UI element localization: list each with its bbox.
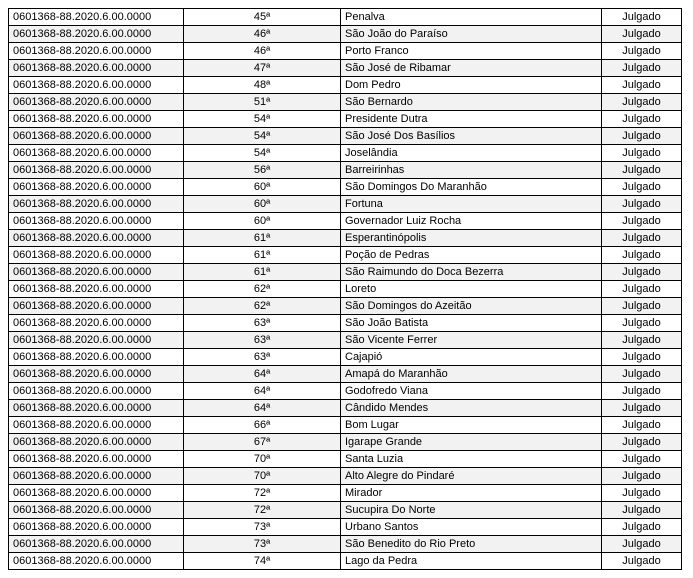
process-number-cell: 0601368-88.2020.6.00.0000 (9, 43, 184, 60)
process-number-cell: 0601368-88.2020.6.00.0000 (9, 417, 184, 434)
status-cell: Julgado (602, 94, 682, 111)
table-row (9, 145, 682, 162)
table-row (9, 230, 682, 247)
table-row (9, 451, 682, 468)
table-row (9, 468, 682, 485)
status-cell: Julgado (602, 128, 682, 145)
electoral-zone-cell: 61ª (184, 230, 341, 247)
status-cell: Julgado (602, 366, 682, 383)
process-number-cell: 0601368-88.2020.6.00.0000 (9, 298, 184, 315)
electoral-zone-cell: 46ª (184, 26, 341, 43)
table-row (9, 264, 682, 281)
electoral-zone-cell: 61ª (184, 264, 341, 281)
status-cell: Julgado (602, 485, 682, 502)
process-number-cell: 0601368-88.2020.6.00.0000 (9, 553, 184, 570)
status-cell: Julgado (602, 230, 682, 247)
table-row (9, 434, 682, 451)
status-cell: Julgado (602, 9, 682, 26)
process-number-cell: 0601368-88.2020.6.00.0000 (9, 536, 184, 553)
municipality-cell: São Benedito do Rio Preto (341, 536, 602, 553)
process-number-cell: 0601368-88.2020.6.00.0000 (9, 332, 184, 349)
status-cell: Julgado (602, 179, 682, 196)
table-row (9, 553, 682, 570)
table-row (9, 179, 682, 196)
process-number-cell: 0601368-88.2020.6.00.0000 (9, 145, 184, 162)
table-row (9, 332, 682, 349)
electoral-zone-cell: 64ª (184, 366, 341, 383)
process-number-cell: 0601368-88.2020.6.00.0000 (9, 77, 184, 94)
municipality-cell: São Raimundo do Doca Bezerra (341, 264, 602, 281)
electoral-zone-cell: 54ª (184, 128, 341, 145)
electoral-zone-cell: 72ª (184, 502, 341, 519)
electoral-zone-cell: 56ª (184, 162, 341, 179)
municipality-cell: Urbano Santos (341, 519, 602, 536)
status-cell: Julgado (602, 213, 682, 230)
process-number-cell: 0601368-88.2020.6.00.0000 (9, 128, 184, 145)
municipality-cell: São Domingos do Azeitão (341, 298, 602, 315)
process-number-cell: 0601368-88.2020.6.00.0000 (9, 485, 184, 502)
process-table-body (9, 9, 682, 570)
electoral-zone-cell: 70ª (184, 451, 341, 468)
municipality-cell: Bom Lugar (341, 417, 602, 434)
municipality-cell: São João Batista (341, 315, 602, 332)
municipality-cell: Alto Alegre do Pindaré (341, 468, 602, 485)
status-cell: Julgado (602, 264, 682, 281)
table-row (9, 213, 682, 230)
process-number-cell: 0601368-88.2020.6.00.0000 (9, 383, 184, 400)
table-row (9, 94, 682, 111)
process-number-cell: 0601368-88.2020.6.00.0000 (9, 162, 184, 179)
electoral-zone-cell: 64ª (184, 383, 341, 400)
process-number-cell: 0601368-88.2020.6.00.0000 (9, 349, 184, 366)
status-cell: Julgado (602, 434, 682, 451)
electoral-zone-cell: 67ª (184, 434, 341, 451)
status-cell: Julgado (602, 315, 682, 332)
municipality-cell: Godofredo Viana (341, 383, 602, 400)
table-row (9, 485, 682, 502)
table-row (9, 111, 682, 128)
table-row (9, 366, 682, 383)
electoral-zone-cell: 64ª (184, 400, 341, 417)
process-number-cell: 0601368-88.2020.6.00.0000 (9, 247, 184, 264)
electoral-zone-cell: 45ª (184, 9, 341, 26)
table-row (9, 519, 682, 536)
table-row (9, 383, 682, 400)
electoral-zone-cell: 72ª (184, 485, 341, 502)
table-row (9, 9, 682, 26)
electoral-zone-cell: 63ª (184, 315, 341, 332)
table-row (9, 26, 682, 43)
municipality-cell: São João do Paraíso (341, 26, 602, 43)
status-cell: Julgado (602, 468, 682, 485)
table-row (9, 128, 682, 145)
electoral-zone-cell: 46ª (184, 43, 341, 60)
table-row (9, 60, 682, 77)
status-cell: Julgado (602, 26, 682, 43)
status-cell: Julgado (602, 60, 682, 77)
process-number-cell: 0601368-88.2020.6.00.0000 (9, 502, 184, 519)
process-number-cell: 0601368-88.2020.6.00.0000 (9, 400, 184, 417)
process-number-cell: 0601368-88.2020.6.00.0000 (9, 196, 184, 213)
electoral-zone-cell: 60ª (184, 196, 341, 213)
municipality-cell: Dom Pedro (341, 77, 602, 94)
municipality-cell: São Domingos Do Maranhão (341, 179, 602, 196)
municipality-cell: Penalva (341, 9, 602, 26)
process-number-cell: 0601368-88.2020.6.00.0000 (9, 519, 184, 536)
status-cell: Julgado (602, 298, 682, 315)
electoral-zone-cell: 51ª (184, 94, 341, 111)
process-number-cell: 0601368-88.2020.6.00.0000 (9, 60, 184, 77)
municipality-cell: Sucupira Do Norte (341, 502, 602, 519)
process-number-cell: 0601368-88.2020.6.00.0000 (9, 281, 184, 298)
table-row (9, 349, 682, 366)
electoral-zone-cell: 61ª (184, 247, 341, 264)
electoral-zone-cell: 70ª (184, 468, 341, 485)
table-row (9, 281, 682, 298)
electoral-zone-cell: 63ª (184, 349, 341, 366)
electoral-zone-cell: 54ª (184, 111, 341, 128)
municipality-cell: Cajapió (341, 349, 602, 366)
process-number-cell: 0601368-88.2020.6.00.0000 (9, 26, 184, 43)
municipality-cell: Esperantinópolis (341, 230, 602, 247)
municipality-cell: Mirador (341, 485, 602, 502)
electoral-zone-cell: 47ª (184, 60, 341, 77)
status-cell: Julgado (602, 281, 682, 298)
table-row (9, 417, 682, 434)
municipality-cell: Santa Luzia (341, 451, 602, 468)
table-row (9, 77, 682, 94)
electoral-zone-cell: 60ª (184, 213, 341, 230)
status-cell: Julgado (602, 553, 682, 570)
process-number-cell: 0601368-88.2020.6.00.0000 (9, 264, 184, 281)
municipality-cell: Igarape Grande (341, 434, 602, 451)
table-row (9, 247, 682, 264)
process-number-cell: 0601368-88.2020.6.00.0000 (9, 315, 184, 332)
electoral-zone-cell: 60ª (184, 179, 341, 196)
status-cell: Julgado (602, 332, 682, 349)
electoral-zone-cell: 62ª (184, 281, 341, 298)
status-cell: Julgado (602, 519, 682, 536)
process-number-cell: 0601368-88.2020.6.00.0000 (9, 213, 184, 230)
status-cell: Julgado (602, 196, 682, 213)
status-cell: Julgado (602, 451, 682, 468)
electoral-zone-cell: 48ª (184, 77, 341, 94)
table-row (9, 298, 682, 315)
process-number-cell: 0601368-88.2020.6.00.0000 (9, 468, 184, 485)
process-number-cell: 0601368-88.2020.6.00.0000 (9, 366, 184, 383)
municipality-cell: São Vicente Ferrer (341, 332, 602, 349)
status-cell: Julgado (602, 349, 682, 366)
status-cell: Julgado (602, 247, 682, 264)
municipality-cell: São José de Ribamar (341, 60, 602, 77)
status-cell: Julgado (602, 111, 682, 128)
table-row (9, 162, 682, 179)
municipality-cell: Fortuna (341, 196, 602, 213)
status-cell: Julgado (602, 417, 682, 434)
electoral-zone-cell: 73ª (184, 536, 341, 553)
process-number-cell: 0601368-88.2020.6.00.0000 (9, 179, 184, 196)
electoral-zone-cell: 74ª (184, 553, 341, 570)
table-row (9, 536, 682, 553)
municipality-cell: Lago da Pedra (341, 553, 602, 570)
municipality-cell: São José Dos Basílios (341, 128, 602, 145)
municipality-cell: Amapá do Maranhão (341, 366, 602, 383)
municipality-cell: Governador Luiz Rocha (341, 213, 602, 230)
table-row (9, 400, 682, 417)
process-number-cell: 0601368-88.2020.6.00.0000 (9, 94, 184, 111)
municipality-cell: Cândido Mendes (341, 400, 602, 417)
process-number-cell: 0601368-88.2020.6.00.0000 (9, 434, 184, 451)
status-cell: Julgado (602, 400, 682, 417)
status-cell: Julgado (602, 43, 682, 60)
electoral-zone-cell: 73ª (184, 519, 341, 536)
status-cell: Julgado (602, 536, 682, 553)
municipality-cell: Presidente Dutra (341, 111, 602, 128)
municipality-cell: Barreirinhas (341, 162, 602, 179)
process-table (8, 8, 682, 570)
electoral-zone-cell: 62ª (184, 298, 341, 315)
status-cell: Julgado (602, 77, 682, 94)
electoral-zone-cell: 63ª (184, 332, 341, 349)
process-number-cell: 0601368-88.2020.6.00.0000 (9, 9, 184, 26)
status-cell: Julgado (602, 145, 682, 162)
municipality-cell: Joselândia (341, 145, 602, 162)
municipality-cell: Loreto (341, 281, 602, 298)
electoral-zone-cell: 54ª (184, 145, 341, 162)
table-row (9, 43, 682, 60)
process-number-cell: 0601368-88.2020.6.00.0000 (9, 111, 184, 128)
status-cell: Julgado (602, 162, 682, 179)
municipality-cell: São Bernardo (341, 94, 602, 111)
process-number-cell: 0601368-88.2020.6.00.0000 (9, 230, 184, 247)
status-cell: Julgado (602, 383, 682, 400)
electoral-zone-cell: 66ª (184, 417, 341, 434)
municipality-cell: Porto Franco (341, 43, 602, 60)
table-row (9, 315, 682, 332)
table-row (9, 502, 682, 519)
process-number-cell: 0601368-88.2020.6.00.0000 (9, 451, 184, 468)
status-cell: Julgado (602, 502, 682, 519)
municipality-cell: Poção de Pedras (341, 247, 602, 264)
table-row (9, 196, 682, 213)
